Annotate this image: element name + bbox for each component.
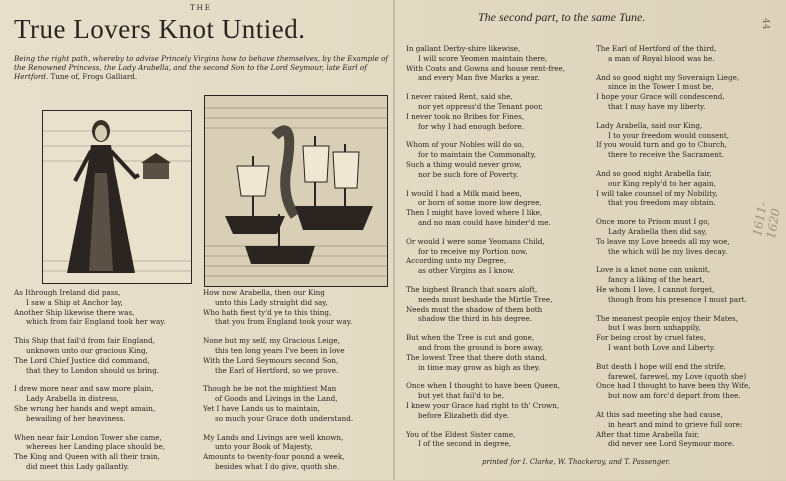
verse-line: I of the second in degree, bbox=[418, 439, 512, 449]
stanza bbox=[596, 410, 751, 449]
subtitle-text: Being the right path, whereby to advise Princely Virgins how to behave themselves, by the Example of the Renowned Princess, the Lady Arabella, and the second Son to the Lord Seymour, late Earl of Hertford. bbox=[14, 54, 389, 81]
verse-line: but now am forc'd depart from thee. bbox=[608, 391, 741, 401]
verse-line: though from his presence I must part. bbox=[608, 294, 747, 304]
verse-line: With Coats and Gowns and house rent-free, bbox=[406, 63, 566, 73]
verse-line: nor be such fore of Poverty. bbox=[418, 169, 519, 179]
stanza bbox=[14, 384, 166, 423]
verse-line: or born of some more low degree, bbox=[418, 198, 542, 208]
woodcut-ships-image bbox=[204, 95, 388, 287]
verse-line: and every Man five Marks a year. bbox=[418, 73, 540, 83]
verse-line: Whom of your Nobles will do so, bbox=[406, 140, 525, 150]
verse-line: The Earl of Hertford of the third, bbox=[596, 44, 717, 53]
verse-line: the Earl of Hertford, so we prove. bbox=[215, 365, 339, 375]
printer-imprint: printed for I. Clarke, W. Thackeray, and T. Passenger. bbox=[482, 458, 671, 466]
verse-line: Yet I have Lands us to maintain, bbox=[203, 403, 320, 413]
verse-column-1 bbox=[14, 288, 166, 481]
verse-line: Love is a knot none can unknit, bbox=[596, 265, 711, 275]
stanza bbox=[203, 288, 353, 327]
verse-line: When near fair London Tower she came, bbox=[14, 432, 162, 442]
verse-line: that they to London should us bring. bbox=[26, 365, 160, 375]
verse-line: in time may grow as high as they. bbox=[418, 362, 541, 372]
verse-line: whereas her Landing place should be, bbox=[26, 442, 166, 452]
verse-line: Needs must the shadow of them both bbox=[406, 304, 543, 314]
verse-line: This Ship that fail'd from fair England, bbox=[14, 336, 155, 346]
verse-line: Lady Arabella, said our King, bbox=[596, 120, 703, 130]
verse-line: I will take counsel of my Nobility, bbox=[596, 188, 718, 198]
stanza bbox=[596, 314, 751, 353]
title-prefix: THE bbox=[190, 4, 212, 12]
stanza bbox=[406, 44, 565, 83]
verse-line: I would I had a Milk maid been, bbox=[406, 188, 522, 198]
verse-line: since in the Tower I must be, bbox=[608, 82, 714, 92]
verse-line: Who hath fiest ty'd ye to this thing, bbox=[203, 307, 332, 317]
verse-line: As Ithrough Ireland did pass, bbox=[14, 288, 121, 297]
stanza bbox=[203, 384, 353, 423]
verse-line: unto your Book of Majesty, bbox=[215, 442, 313, 452]
verse-line: for why I had enough before. bbox=[418, 121, 524, 131]
ballad-title: True Lovers Knot Untied. bbox=[14, 14, 306, 44]
lady-icon bbox=[43, 111, 191, 283]
verse-line: If you would turn and go to Church, bbox=[596, 140, 727, 150]
verse-line: Lady Arabella in distress, bbox=[26, 394, 119, 404]
verse-line: needs must beshade the Mirtle Tree, bbox=[418, 294, 553, 304]
verse-line: unknown unto our gracious King, bbox=[26, 345, 148, 355]
verse-line: I knew your Grace had right to th' Crown, bbox=[406, 400, 560, 410]
verse-line: for to receive my Portion now, bbox=[418, 246, 528, 256]
verse-line: And so good night Arabella fair, bbox=[596, 168, 712, 178]
stanza bbox=[406, 381, 565, 420]
verse-line: fancy a liking of the heart, bbox=[608, 275, 705, 285]
verse-line: Once when I thought to have been Queen, bbox=[406, 381, 561, 391]
verse-line: did never see Lord Seymour more. bbox=[608, 439, 735, 449]
verse-line: this ten long years I've been in love bbox=[215, 345, 345, 355]
verse-line: The highest Branch that soars aloft, bbox=[406, 284, 538, 294]
verse-line: but I was born unhappily, bbox=[608, 323, 701, 333]
stanza bbox=[596, 265, 751, 304]
stanza bbox=[406, 189, 565, 228]
verse-line: And so good night my Soveraign Liege, bbox=[596, 72, 740, 82]
verse-line: She wrung her hands and wept amain, bbox=[14, 403, 156, 413]
verse-line: Another Ship likewise there was, bbox=[14, 307, 135, 317]
verse-line: For being crost by cruel fates, bbox=[596, 333, 706, 343]
verse-line: Once more to Prison must I go, bbox=[596, 217, 710, 227]
stanza bbox=[406, 140, 565, 179]
verse-line: in heart and mind to grieve full sore: bbox=[608, 419, 743, 429]
verse-line: With the Lord Seymours second Son, bbox=[203, 355, 339, 365]
verse-line: I will score Yeomen maintain there, bbox=[418, 53, 548, 63]
verse-line: But when the Tree is cut and gone, bbox=[406, 333, 535, 343]
stanza bbox=[406, 430, 565, 450]
stanza bbox=[203, 433, 353, 472]
ballad-subtitle bbox=[14, 54, 396, 81]
verse-line: Or would I were some Yeomans Child, bbox=[406, 236, 545, 246]
verse-line: and from the ground is bore away, bbox=[418, 342, 544, 352]
verse-line: a man of Royal blood was he. bbox=[608, 53, 715, 63]
stanza bbox=[406, 285, 565, 324]
stanza bbox=[596, 121, 751, 160]
stanza bbox=[406, 92, 565, 131]
verse-line: of Goods and Livings in the Land, bbox=[215, 394, 338, 404]
stanza bbox=[203, 336, 353, 375]
verse-line: Then I might have loved where I like, bbox=[406, 208, 543, 218]
verse-line: Once had I thought to have been thy Wife, bbox=[596, 381, 751, 391]
stanza bbox=[14, 433, 166, 472]
stanza bbox=[596, 44, 751, 64]
stanza bbox=[596, 362, 751, 401]
verse-line: bewailing of her heaviness. bbox=[26, 413, 126, 423]
stanza bbox=[14, 288, 166, 327]
verse-line: Such a thing would never grow, bbox=[406, 159, 522, 169]
verse-line: The meanest people enjoy their Mates, bbox=[596, 313, 739, 323]
verse-line: At this sad meeting she had cause, bbox=[596, 409, 723, 419]
verse-line: My Lands and Livings are well known, bbox=[203, 432, 344, 442]
verse-line: unto this Lady straight did say, bbox=[215, 297, 328, 307]
verse-line: so much your Grace doth understand. bbox=[215, 413, 354, 423]
verse-line: He whom I love, I cannot forget, bbox=[596, 284, 715, 294]
pencil-annotation: 1611-1620 bbox=[750, 200, 783, 240]
verse-line: our King reply'd to her again, bbox=[608, 178, 716, 188]
verse-line: there to receive the Sacrament. bbox=[608, 150, 724, 160]
verse-line: To leave my Love breeds all my woe, bbox=[596, 236, 730, 246]
verse-line: which from fair England took her way. bbox=[26, 317, 166, 327]
stanza bbox=[14, 336, 166, 375]
woodcut-lady-image bbox=[42, 110, 192, 284]
verse-column-2 bbox=[203, 288, 353, 481]
verse-line: and no man could have hinder'd me. bbox=[418, 217, 551, 227]
verse-line: farewel, farewel, my Love (quoth she) bbox=[608, 371, 747, 381]
verse-line: Lady Arabella then did say, bbox=[608, 226, 707, 236]
second-part-heading: The second part, to the same Tune. bbox=[478, 10, 646, 24]
verse-line: nor yet oppress'd the Tenant poor, bbox=[418, 101, 544, 111]
verse-line: that you freedom may obtain. bbox=[608, 198, 716, 208]
verse-line: How now Arabella, then our King bbox=[203, 288, 325, 297]
verse-line: did meet this Lady gallantly. bbox=[26, 461, 130, 471]
verse-line: but yet that fail'd to be, bbox=[418, 391, 504, 401]
verse-line: In gallant Derby-shire likewise, bbox=[406, 44, 521, 53]
verse-line: After that time Arabella fair, bbox=[596, 429, 700, 439]
verse-line: that I may have my liberty. bbox=[608, 101, 706, 111]
verse-line: The lowest Tree that there doth stand, bbox=[406, 352, 547, 362]
stanza bbox=[406, 333, 565, 372]
verse-line: According unto my Degree, bbox=[406, 256, 507, 266]
verse-line: You of the Eldest Sister came, bbox=[406, 429, 516, 439]
verse-line: I hope your Grace will condescend, bbox=[596, 92, 725, 102]
verse-line: The Lord Chief Justice did command, bbox=[14, 355, 150, 365]
verse-line: I saw a Ship at Anchor lay, bbox=[26, 297, 123, 307]
verse-line: shadow the third in his degree. bbox=[418, 314, 532, 324]
verse-line: I want both Love and Liberty. bbox=[608, 342, 716, 352]
stanza bbox=[596, 73, 751, 112]
verse-line: None but my self, my Gracious Leige, bbox=[203, 336, 340, 346]
verse-line: Though he be not the mightiest Man bbox=[203, 384, 337, 394]
verse-line: besides what I do give, quoth she. bbox=[215, 461, 340, 471]
stanza bbox=[596, 217, 751, 256]
verse-column-4 bbox=[596, 44, 751, 458]
verse-line: for to maintain the Commonalty, bbox=[418, 150, 536, 160]
verse-line: I never took no Bribes for Fines, bbox=[406, 111, 525, 121]
verse-line: I never raised Rent, said she, bbox=[406, 92, 513, 102]
verse-line: I to your freedom would consent, bbox=[608, 130, 730, 140]
verse-column-3 bbox=[406, 44, 565, 458]
verse-line: Amounts to twenty-four pound a week, bbox=[203, 452, 345, 462]
verse-line: before Elizabeth did dye. bbox=[418, 410, 510, 420]
verse-line: But death I hope will end the strife, bbox=[596, 361, 726, 371]
folio-number: 44 bbox=[760, 18, 770, 30]
verse-line: the which will be my lives decay. bbox=[608, 246, 728, 256]
verse-line: I drew more near and saw more plain, bbox=[14, 384, 154, 394]
stanza bbox=[406, 237, 565, 276]
verse-line: The King and Queen with all their train, bbox=[14, 452, 160, 462]
verse-line: as other Virgins as I know. bbox=[418, 266, 515, 276]
verse-line: that you from England took your way. bbox=[215, 317, 353, 327]
stanza bbox=[596, 169, 751, 208]
tune-note: Tune of, Frogs Galliard. bbox=[50, 72, 138, 81]
ship-icon bbox=[205, 96, 387, 286]
